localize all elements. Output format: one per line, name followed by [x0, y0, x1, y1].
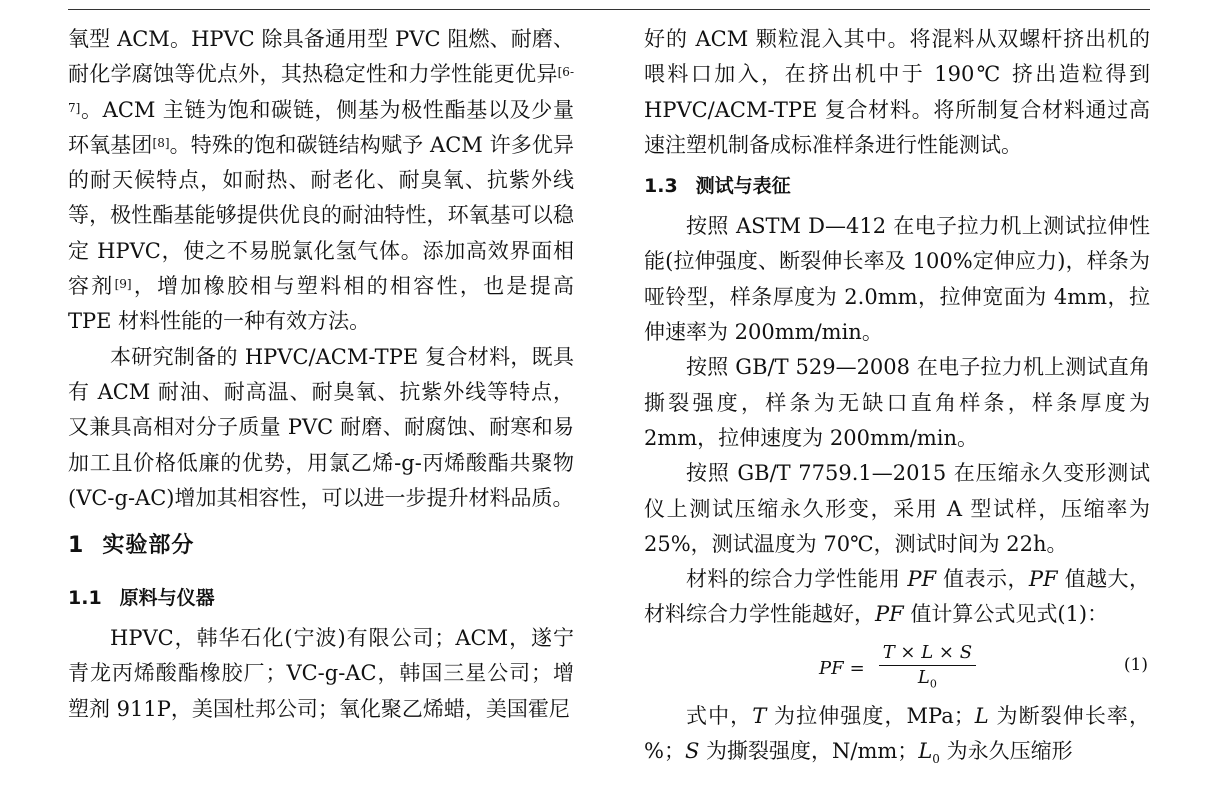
section-title: 实验部分 [102, 533, 195, 559]
text-run: 为撕裂强度，N/mm； [699, 739, 919, 764]
denominator-symbol: L [917, 666, 930, 688]
body-paragraph: 按照 ASTM D—412 在电子拉力机上测试拉伸性能(拉伸强度、断裂伸长率及 100%定伸应力)，样条为哑铃型，样条厚度为 2.0mm，拉伸宽面为 4mm，拉伸速率为 200mm/min。 [644, 214, 1150, 345]
body-paragraph: 按照 GB/T 7759.1—2015 在压缩永久变形测试仪上测试压缩永久形变，采用 A 型试样，压缩率为 25%，测试温度为 70℃，测试时间为 22h。 [644, 461, 1150, 556]
header-rule [68, 9, 1150, 10]
variable-subscript: 0 [932, 752, 940, 767]
citation: [8] [152, 135, 170, 150]
citation: [9] [114, 277, 132, 292]
text-run: 式中， [686, 703, 753, 728]
body-paragraph: 本研究制备的 HPVC/ACM-TPE 复合材料，既具有 ACM 耐油、耐高温、耐臭氧、抗紫外线等特点，又兼具高相对分子质量 PVC 耐磨、耐腐蚀、耐寒和易加工且价格低廉的优势，用氯乙烯-g-丙烯酸酯共聚物(VC-g-AC)增加其相容性，可以进一步提升材料品质。 [68, 344, 574, 510]
equals-sign: = [849, 658, 865, 680]
subsection-number: 1.3 [644, 175, 678, 198]
fraction [879, 641, 976, 697]
denominator-subscript: 0 [929, 677, 937, 691]
body-paragraph: 好的 ACM 颗粒混入其中。将混料从双螺杆挤出机的喂料口加入，在挤出机中于 190℃ 挤出造粒得到 HPVC/ACM-TPE 复合材料。将所制复合材料通过高速注塑机制备成标准样条进行性能测试。 [644, 27, 1150, 157]
variable: S [684, 739, 700, 764]
text-run: 。特殊的饱和碳链结构赋予 ACM 许多优异的耐天候特点，如耐热、耐老化、耐臭氧、抗紫外线等，极性酯基能够提供优良的耐油特性，环氧基可以稳定 HPVC，使之不易脱氯化氢气体。添加高效界面相容剂 [68, 132, 574, 299]
equation-number: (1) [1123, 654, 1148, 675]
section-heading [68, 516, 574, 575]
formula-lhs: PF [819, 658, 844, 680]
subsection-number: 1.1 [68, 587, 102, 610]
variable: PF [907, 567, 937, 592]
text-run: 。ACM 主链为饱和碳链，侧基为极性酯基以及少量环氧基团 [68, 97, 574, 157]
fraction-numerator: T × L × S [879, 641, 976, 666]
body-paragraph [644, 699, 1150, 778]
citation: [6-7] [68, 65, 574, 115]
text-run: ，增加橡胶相与塑料相的相容性，也是提高 TPE 材料性能的一种有效方法。 [68, 274, 575, 334]
left-column [68, 22, 574, 727]
subsection-heading [644, 163, 1150, 209]
body-paragraph [68, 22, 574, 340]
body-paragraph [644, 562, 1150, 633]
text-run: 值计算公式见式(1)： [903, 602, 1109, 627]
variable: PF [1028, 567, 1058, 592]
body-paragraph: HPVC，韩华石化(宁波)有限公司；ACM，遂宁青龙丙烯酸酯橡胶厂；VC-g-AC，韩国三星公司；增塑剂 911P，美国杜邦公司；氧化聚乙烯蜡，美国霍尼 [68, 626, 574, 721]
text-run: 氧型 ACM。HPVC 除具备通用型 PVC 阻燃、耐磨、耐化学腐蚀等优点外，其热稳定性和力学性能更优异 [68, 27, 574, 87]
subsection-title: 原料与仪器 [119, 587, 215, 610]
formula [819, 643, 976, 695]
text-run: 为永久压缩形 [939, 739, 1073, 764]
subsection-heading [68, 575, 574, 621]
body-paragraph: 按照 GB/T 529—2008 在电子拉力机上测试直角撕裂强度，样条为无缺口直角样条，样条厚度为 2mm，拉伸速度为 200mm/min。 [644, 355, 1150, 450]
variable: L [974, 703, 989, 728]
text-run: 为断裂伸长率，%； [644, 703, 1150, 764]
subsection-title: 测试与表征 [695, 175, 791, 198]
variable: T [752, 703, 767, 728]
text-run: 值越大，材料综合力学性能越好， [644, 567, 1150, 627]
text-run: 值表示， [936, 567, 1029, 592]
variable: PF [875, 602, 904, 627]
text-run: 为拉伸强度，MPa； [766, 703, 975, 728]
variable: L [918, 739, 933, 764]
right-column [644, 22, 1150, 778]
section-number: 1 [68, 533, 85, 559]
equation [644, 643, 1150, 695]
fraction-denominator [918, 666, 937, 697]
text-run: 材料的综合力学性能用 [686, 567, 908, 592]
